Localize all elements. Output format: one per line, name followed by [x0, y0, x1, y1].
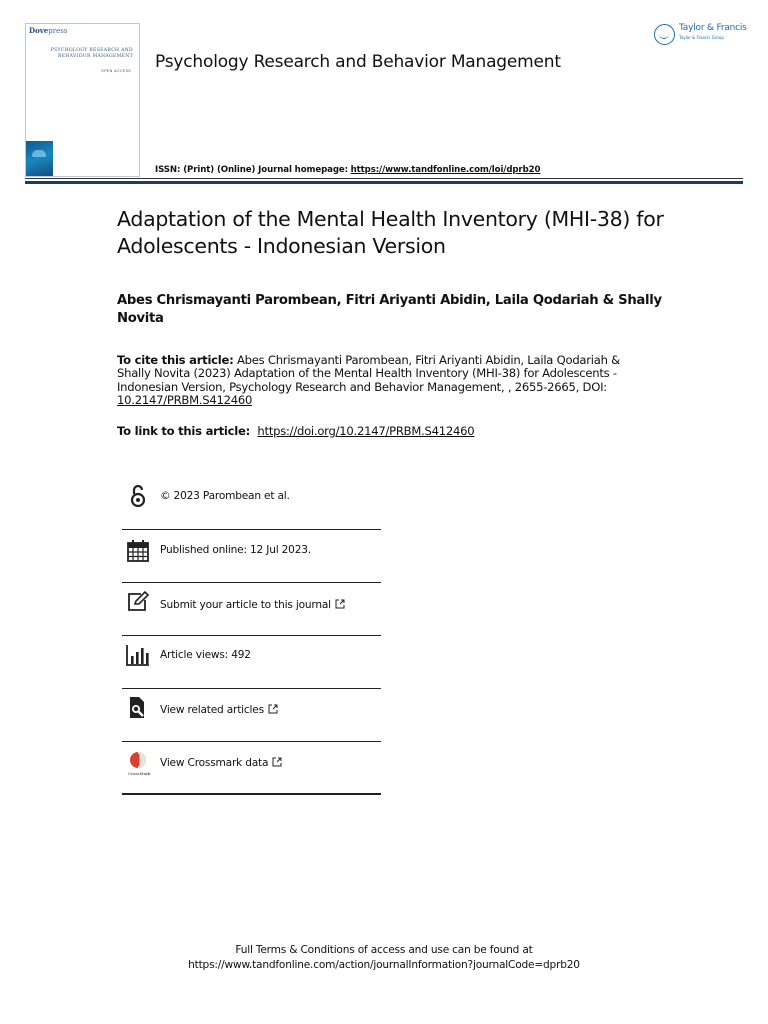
open-access-icon [126, 484, 150, 508]
info-row-published [122, 531, 381, 584]
info-row-crossmark[interactable] [122, 743, 381, 796]
article-link-label: To link to this article: [117, 424, 250, 438]
info-divider [122, 688, 381, 689]
info-row-copyright [122, 478, 381, 531]
publisher-logo-icon [654, 24, 675, 45]
publisher-logo[interactable] [654, 23, 746, 47]
published-date-text: Published online: 12 Jul 2023. [160, 544, 311, 556]
footer-terms [0, 943, 768, 973]
external-link-icon [268, 704, 278, 714]
article-doi-link[interactable]: https://doi.org/10.2147/PRBM.S412460 [257, 424, 475, 438]
info-divider [122, 635, 381, 636]
info-row-related[interactable] [122, 690, 381, 743]
external-link-icon [272, 757, 282, 767]
journal-title: Psychology Research and Behavior Management [155, 52, 561, 72]
copyright-text: © 2023 Parombean et al. [160, 490, 290, 502]
info-row-submit[interactable] [122, 584, 381, 637]
info-divider [122, 582, 381, 583]
cover-artwork [26, 141, 53, 176]
cover-brand-logo: Dovepress [29, 26, 68, 35]
info-row-views [122, 637, 381, 690]
header-divider-thick [25, 181, 743, 184]
article-title: Adaptation of the Mental Health Inventory (MHI-38) for Adolescents - Indonesian Version [117, 207, 664, 258]
issn-line [155, 165, 540, 175]
article-authors: Abes Chrismayanti Parombean, Fitri Ariyanti Abidin, Laila Qodariah & Shally Novita [117, 293, 662, 326]
external-link-icon [335, 599, 345, 609]
edit-icon [126, 590, 150, 614]
header-divider-thin [25, 178, 743, 179]
journal-homepage-link[interactable]: https://www.tandfonline.com/loi/dprb20 [350, 165, 541, 175]
citation-label: To cite this article: [117, 353, 234, 367]
citation-doi-link[interactable]: 10.2147/PRBM.S412460 [117, 392, 253, 407]
related-articles-link[interactable]: View related articles [160, 704, 278, 716]
submit-article-link[interactable]: Submit your article to this journal [160, 599, 345, 611]
info-divider [122, 741, 381, 742]
issn-label: ISSN: (Print) (Online) Journal homepage: [155, 165, 348, 175]
bar-chart-icon [126, 643, 150, 667]
calendar-icon [126, 539, 150, 563]
article-link-line [117, 424, 637, 438]
citation-text: Abes Chrismayanti Parombean, Fitri Ariyanti Abidin, Laila Qodariah & Shally Novita (2023) Adaptation of the Mental Health Inventory (MHI-38) for Adolescents - Indonesian Version, Psychology Research and Behavior Management, , 2655-2665, DOI: [117, 353, 620, 394]
info-divider [122, 529, 381, 530]
publisher-group: Taylor & Francis Group [679, 35, 724, 40]
related-articles-icon [126, 696, 150, 720]
info-divider-bottom [122, 793, 381, 795]
citation-block [117, 354, 627, 407]
journal-cover-image [25, 23, 140, 177]
crossmark-link[interactable]: View Crossmark data [160, 757, 282, 769]
cover-journal-name: PSYCHOLOGY RESEARCH AND BEHAVIOUR MANAGEMENT [50, 48, 133, 59]
publisher-name: Taylor & Francis [679, 23, 747, 33]
crossmark-badge-text: CrossMark [128, 771, 151, 776]
footer-terms-url[interactable]: https://www.tandfonline.com/action/journalInformation?journalCode=dprb20 [188, 959, 580, 971]
footer-terms-text: Full Terms & Conditions of access and use can be found at [235, 944, 533, 956]
article-views-text: Article views: 492 [160, 649, 251, 661]
cover-open-access: OPEN ACCESS [100, 68, 131, 73]
